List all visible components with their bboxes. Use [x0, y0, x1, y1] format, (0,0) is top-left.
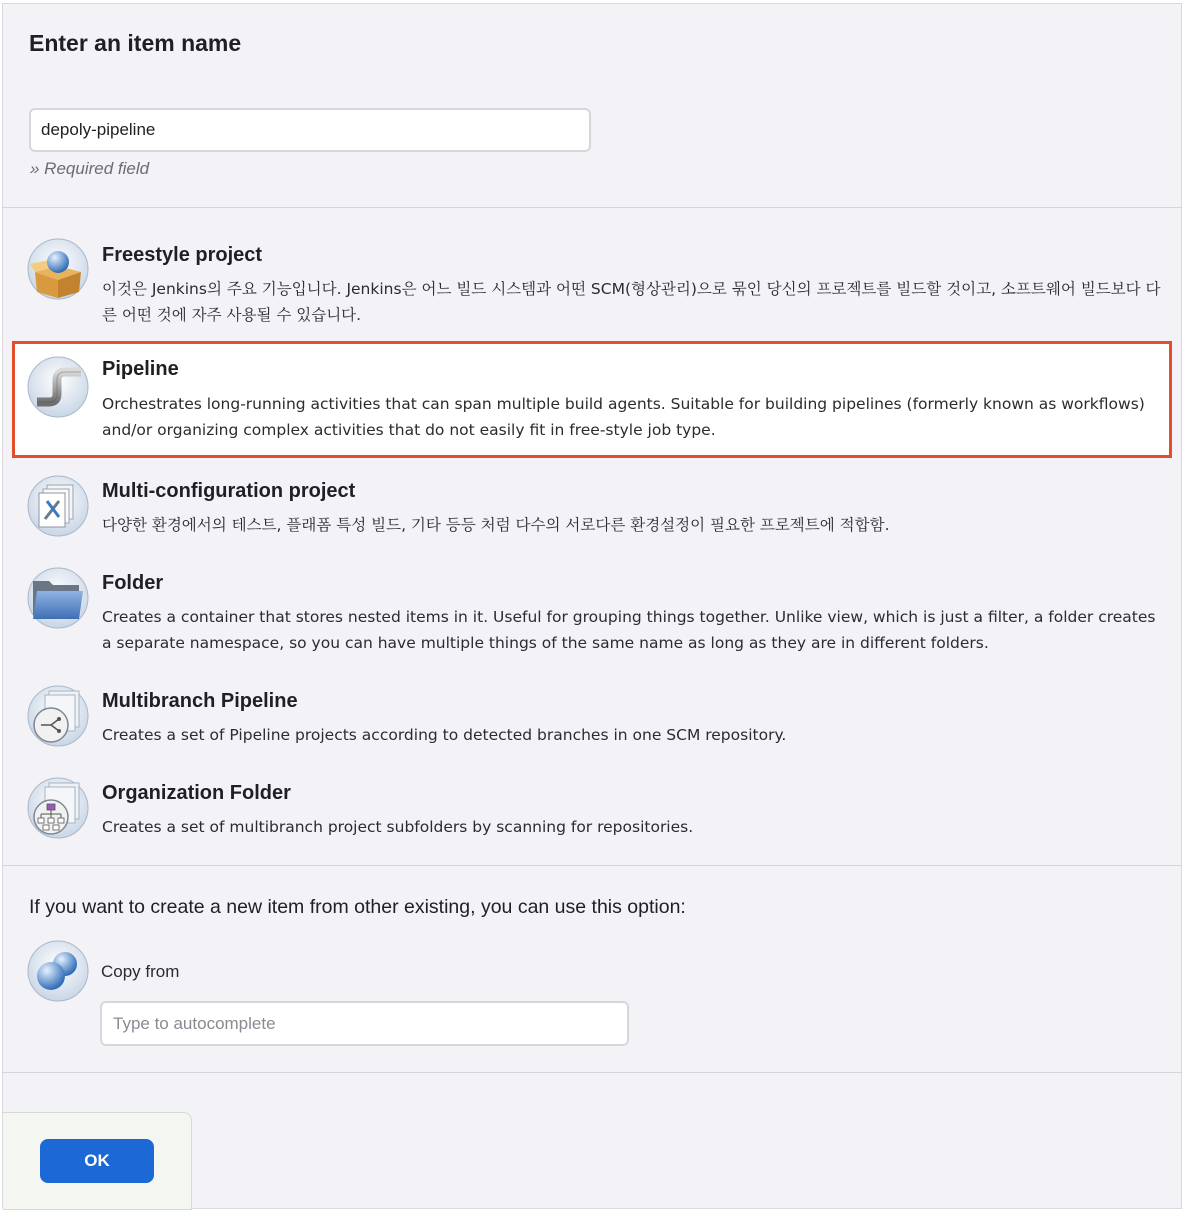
freestyle-project-icon — [27, 238, 89, 300]
item-type-description: Creates a set of multibranch project subfolders by scanning for repositories. — [102, 818, 694, 836]
copy-prompt: If you want to create a new item from other existing, you can use this option: — [29, 896, 686, 918]
item-type-title: Folder — [102, 572, 164, 594]
item-type-list — [3, 208, 1181, 866]
required-field-note: » Required field — [30, 159, 150, 178]
footer-bar — [3, 1112, 192, 1210]
item-type-title: Multibranch Pipeline — [102, 690, 298, 712]
ok-button[interactable]: OK — [40, 1139, 154, 1183]
item-type-description: Orchestrates long-running activities that can span multiple build agents. Suitable for building pipelines (formerly known as workflows) and/or organizing complex activities that do not easily fit in free-style job type. — [102, 395, 1145, 439]
item-type-folder[interactable] — [3, 562, 1181, 672]
new-item-form — [2, 3, 1182, 1209]
copy-from-icon — [27, 940, 89, 1002]
copy-from-label: Copy from — [101, 962, 180, 981]
item-type-title: Pipeline — [102, 358, 179, 380]
item-type-description: Creates a container that stores nested items in it. Useful for grouping things together. Unlike view, which is just a filter, a folder creates a separate namespace, so you can have multiple things of the same name as long as they are in different folders. — [102, 608, 1156, 652]
copy-from-section — [3, 866, 1181, 1073]
item-type-description: 다양한 환경에서의 테스트, 플래폼 특성 빌드, 기타 등등 처럼 다수의 서로다른 환경설정이 필요한 프로젝트에 적합함. — [102, 516, 890, 534]
item-type-freestyle[interactable] — [3, 232, 1181, 342]
item-type-pipeline[interactable] — [3, 344, 1181, 456]
item-type-description: 이것은 Jenkins의 주요 기능입니다. Jenkins은 어느 빌드 시스템과 어떤 SCM(형상관리)으로 묶인 당신의 프로젝트를 빌드할 것이고, 소프트웨어 빌드보다 다른 어떤 것에 자주 사용될 수 있습니다. — [102, 280, 1161, 324]
multi-configuration-icon — [27, 475, 89, 537]
item-type-multi-configuration[interactable] — [3, 470, 1181, 550]
organization-folder-icon — [27, 777, 89, 839]
page-title: Enter an item name — [29, 30, 242, 56]
item-type-title: Multi-configuration project — [102, 480, 356, 502]
item-type-title: Freestyle project — [102, 244, 263, 266]
multibranch-pipeline-icon — [27, 685, 89, 747]
item-type-organization-folder[interactable] — [3, 772, 1181, 852]
item-name-input[interactable] — [29, 108, 591, 152]
item-type-description: Creates a set of Pipeline projects according to detected branches in one SCM repository. — [102, 726, 787, 744]
folder-icon — [27, 567, 89, 629]
item-type-multibranch-pipeline[interactable] — [3, 680, 1181, 760]
copy-from-input[interactable] — [100, 1001, 629, 1046]
pipeline-icon — [27, 356, 89, 418]
item-type-title: Organization Folder — [102, 782, 291, 804]
item-name-section — [3, 4, 1181, 208]
